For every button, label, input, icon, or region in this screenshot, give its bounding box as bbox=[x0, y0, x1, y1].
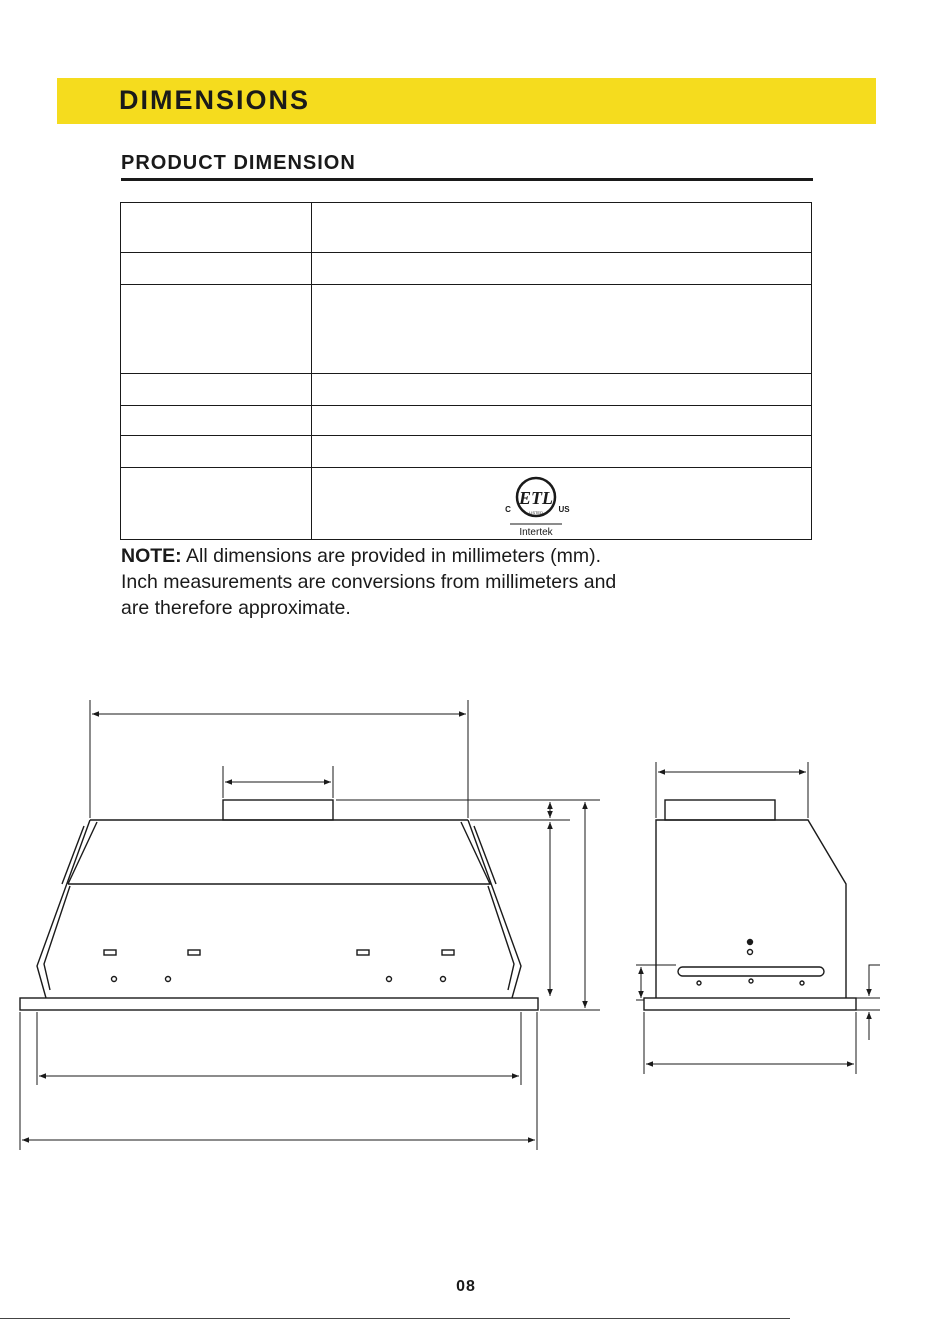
table-cell bbox=[312, 374, 812, 406]
note-line-1: All dimensions are provided in millimeters (mm). bbox=[181, 545, 602, 567]
etl-intertek-text: Intertek bbox=[519, 527, 553, 538]
table-cell bbox=[121, 203, 312, 253]
etl-us-label: US bbox=[558, 505, 570, 514]
section-title: PRODUCT DIMENSION bbox=[121, 152, 356, 174]
page-title: DIMENSIONS bbox=[119, 85, 311, 115]
section-divider bbox=[121, 178, 813, 181]
certification-cell bbox=[312, 468, 812, 540]
header-banner bbox=[57, 78, 876, 124]
table-cell bbox=[121, 285, 312, 374]
table-cell bbox=[121, 406, 312, 436]
table-cell bbox=[121, 253, 312, 285]
note-line-3: are therefore approximate. bbox=[121, 597, 351, 619]
table-cell bbox=[312, 285, 812, 374]
product-dimension-drawing bbox=[0, 690, 932, 1170]
page-number: 08 bbox=[456, 1278, 476, 1295]
note-line-2: Inch measurements are conversions from millimeters and bbox=[121, 571, 617, 593]
table-row bbox=[121, 203, 812, 253]
etl-mark-icon bbox=[500, 474, 572, 538]
footer-rule bbox=[0, 1318, 790, 1319]
table-row bbox=[121, 436, 812, 468]
etl-listed-logo bbox=[500, 474, 572, 538]
table-row bbox=[121, 406, 812, 436]
table-cell bbox=[121, 374, 312, 406]
table-cell bbox=[121, 436, 312, 468]
side-view bbox=[636, 762, 880, 1074]
front-view bbox=[20, 700, 600, 1150]
etl-letters: ETL bbox=[519, 488, 553, 508]
table-cell bbox=[121, 468, 312, 540]
table-row bbox=[121, 285, 812, 374]
spec-table bbox=[120, 202, 812, 540]
table-row bbox=[121, 253, 812, 285]
table-row bbox=[121, 468, 812, 540]
note-label: NOTE: bbox=[121, 545, 182, 567]
etl-c-label: C bbox=[505, 505, 511, 514]
table-cell bbox=[312, 253, 812, 285]
table-row bbox=[121, 374, 812, 406]
dimension-note bbox=[121, 543, 616, 621]
table-cell bbox=[312, 436, 812, 468]
table-cell bbox=[312, 203, 812, 253]
table-cell bbox=[312, 406, 812, 436]
etl-listed-text: LISTED bbox=[528, 510, 544, 515]
